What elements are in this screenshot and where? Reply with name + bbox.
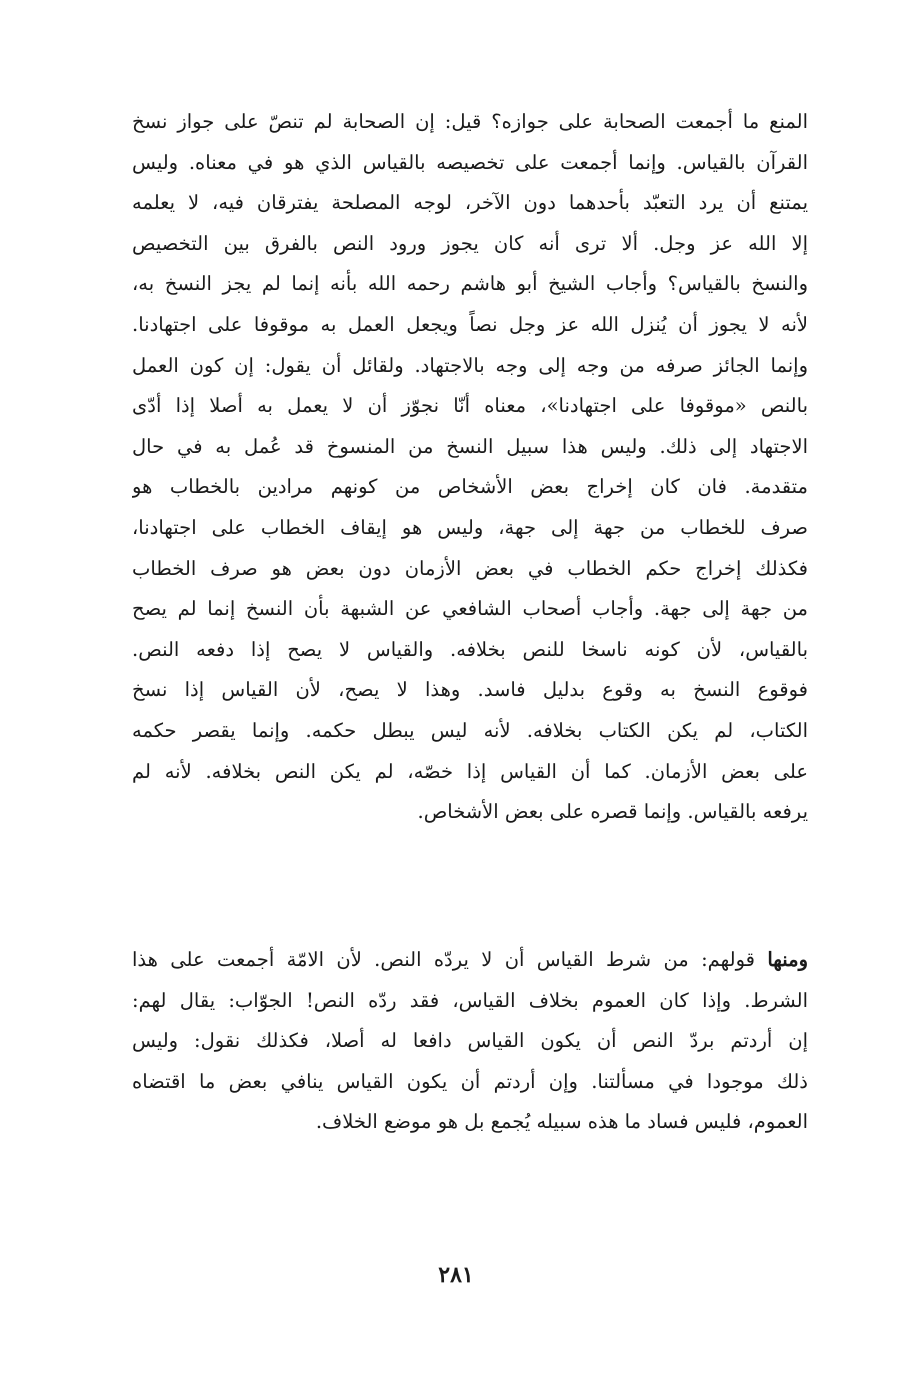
text-line: فكذلك إخراج حكم الخطاب في بعض الأزمان دون بعض هو صرف الخطاب xyxy=(132,556,808,580)
text-line: يمتنع أن يرد التعبّد بأحدهما دون الآخر، لوجه المصلحة يفترقان فيه، لا يعلمه xyxy=(132,191,808,215)
text-line: والنسخ بالقياس؟ وأجاب الشيخ أبو هاشم رحمه الله بأنه إنما لم يجز النسخ به، xyxy=(132,272,808,296)
text-line: العموم، فليس فساد ما هذه سبيله يُجمع بل هو موضع الخلاف. xyxy=(315,1110,808,1134)
text-line: بالقياس، لأن كونه ناسخا للنص بخلافه. والقياس لا يصح إذا دفعه النص. xyxy=(132,637,808,661)
text-line: إلا الله عز وجل. ألا ترى أنه كان يجوز ورود النص بالفرق بين التخصيص xyxy=(132,231,808,255)
paragraph-first-line-rest: قولهم: من شرط القياس أن لا يردّه النص. لأن الامّة أجمعت على هذا xyxy=(132,948,768,971)
text-line: المنع ما أجمعت الصحابة على جوازه؟ قيل: إن الصحابة لم تنصّ على جواز نسخ xyxy=(132,110,808,133)
text-line: إن أردتم بردّ النص أن يكون القياس دافعا له أصلا، فكذلك نقول: وليس xyxy=(132,1029,808,1053)
paragraph-2 xyxy=(132,940,808,1143)
text-line: من جهة إلى جهة. وأجاب أصحاب الشافعي عن الشبهة بأن النسخ إنما لم يصح xyxy=(132,597,808,621)
text-line: على بعض الأزمان. كما أن القياس إذا خصّه، لم يكن النص بخلافه. لأنه لم xyxy=(132,759,808,783)
text-line: يرفعه بالقياس. وإنما قصره على بعض الأشخاص. xyxy=(417,800,808,824)
text-line: القرآن بالقياس. وإنما أجمعت على تخصيصه بالقياس الذي هو في معناه. وليس xyxy=(132,150,808,174)
text-line: فوقوع النسخ به وقوع بدليل فاسد. وهذا لا يصح، لأن القياس إذا نسخ xyxy=(132,678,808,702)
text-line: لأنه لا يجوز أن يُنزل الله عز وجل نصاً ويجعل العمل به موقوفا على اجتهادنا. xyxy=(132,312,808,336)
text-line: الاجتهاد إلى ذلك. وليس هذا سبيل النسخ من المنسوخ قد عُمل به في حال xyxy=(132,434,808,458)
text-line: وإنما الجائز صرفه من وجه إلى وجه بالاجتهاد. ولقائل أن يقول: إن كون العمل xyxy=(132,353,808,377)
text-line: متقدمة. فان كان إخراج بعض الأشخاص من كونهم مرادين بالخطاب هو xyxy=(132,475,808,499)
page-number: ٢٨١ xyxy=(438,1262,474,1288)
text-line: الشرط. وإذا كان العموم بخلاف القياس، فقد ردّه النص! الجوّاب: يقال لهم: xyxy=(132,988,808,1012)
text-line: ذلك موجودا في مسألتنا. وإن أردتم أن يكون القياس ينافي بعض ما اقتضاه xyxy=(132,1069,808,1093)
text-line: صرف للخطاب من جهة إلى جهة، وليس هو إيقاف الخطاب على اجتهادنا، xyxy=(132,515,808,539)
paragraph-lead-word: ومنها xyxy=(767,948,808,971)
paragraph-1 xyxy=(132,102,808,833)
text-line: الكتاب، لم يكن الكتاب بخلافه. لأنه ليس يبطل حكمه. وإنما يقصر حكمه xyxy=(132,718,808,742)
text-line-first xyxy=(132,940,808,981)
text-line: بالنص «موقوفا على اجتهادنا»، معناه أنّا نجوّز أن لا يعمل به أصلا إذا أدّى xyxy=(132,394,808,418)
